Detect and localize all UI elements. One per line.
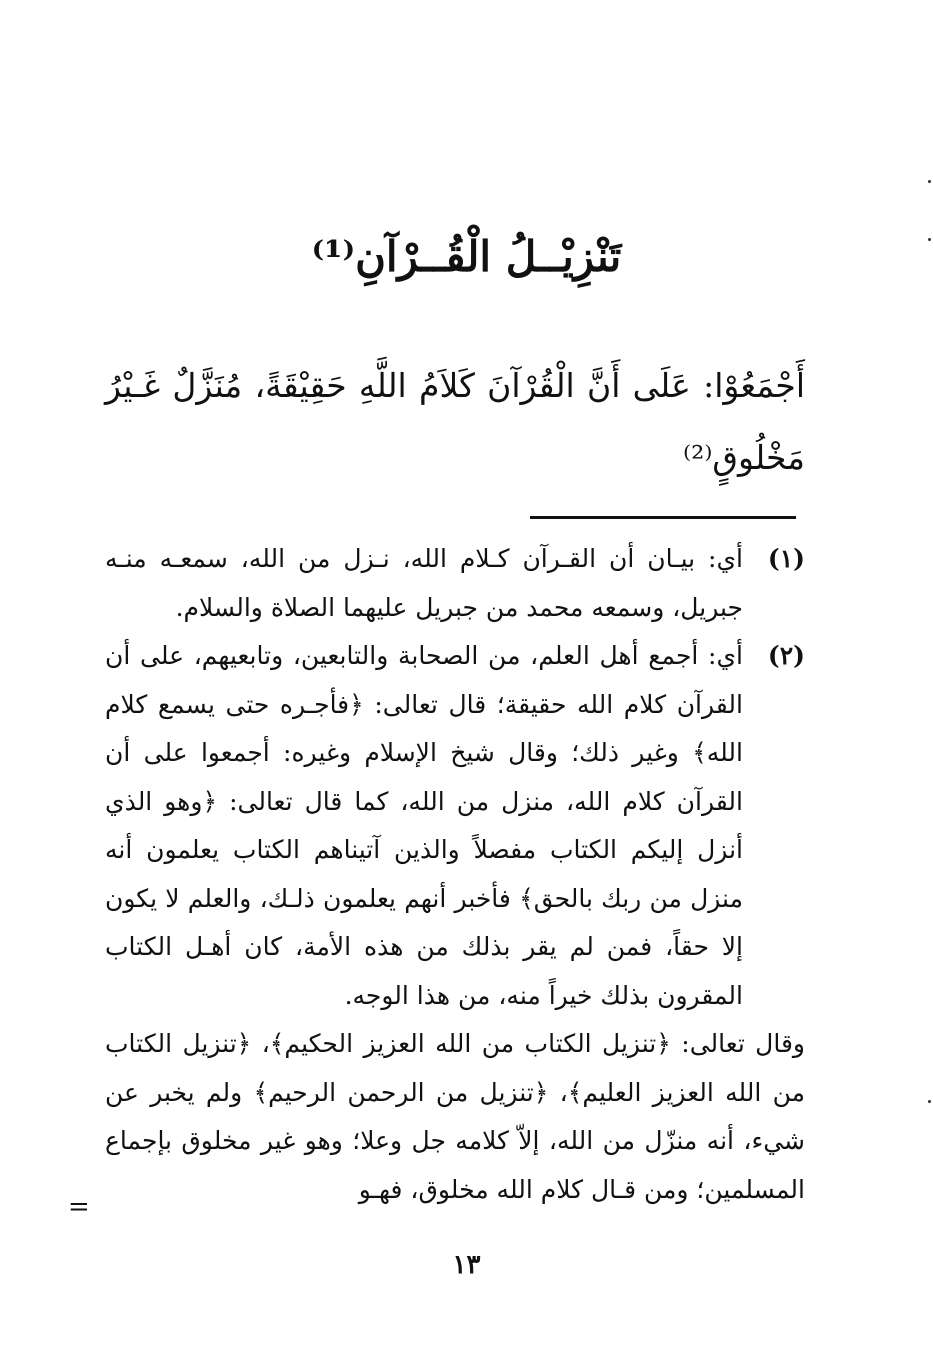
footnote-2-continuation: وقال تعالى: ﴿تنزيل الكتاب من الله العزيز الحكيم﴾، ﴿تنزيل الكتاب من الله العزيز العليم﴾، ﴿تنزيل من الرحمن الرحيم﴾ ولم يخبر عن شيء، أنه منزّل من الله، إلاّ كلامه جل وعلا؛ وهو غير مخلوق بإجماع المسلمين؛ ومن قـال كلام الله مخلوق، فهـو (105, 1029, 805, 1204)
footnote-1 (105, 535, 805, 632)
footnote-2-text: أي: أجمع أهل العلم، من الصحابة والتابعين، وتابعيهم، على أن القرآن كلام الله حقيقة؛ قال تعالى: ﴿فأجـره حتى يسمع كلام الله﴾ وغير ذلك؛ وقال شيخ الإسلام وغيره: أجمعوا على أن القرآن كلام الله، منزل من الله، كما قال تعالى: ﴿وهو الذي أنزل إليكم الكتاب مفصلاً والذين آتيناهم الكتاب يعلمون أنه منزل من ربك بالحق﴾ فأخبر أنهم يعلمون ذلـك، والعلم لا يكون إلا حقاً، فمن لم يقر بذلك من هذه الأمة، كان أهـل الكتاب المقرون بذلك خيراً منه، من هذا الوجه. (105, 641, 743, 1010)
chapter-title: تَنْزِيْــلُ الْقُــرْآنِ⁽¹⁾ (311, 232, 622, 281)
margin-speck (928, 180, 931, 183)
footnote-1-number: (١) (767, 544, 805, 573)
footnote-1-text: أي: بيـان أن القـرآن كـلام الله، نـزل من الله، سمعـه منـه جبريل، وسمعه محمد من جبريل عليهما الصلاة والسلام. (105, 544, 743, 622)
page-number: ١٣ (452, 1250, 481, 1280)
footnotes-section (105, 535, 805, 1214)
footnote-2 (105, 632, 805, 1020)
main-text: أَجْمَعُوْا: عَلَى أَنَّ الْقُرْآنَ كَلاَمُ اللَّهِ حَقِيْقَةً، مُنَزَّلٌ غَـيْرُ مَخْلُوقٍ⁽²⁾ (105, 366, 805, 477)
footnote-separator (530, 516, 796, 519)
continuation-mark: = (68, 1192, 90, 1222)
margin-speck (928, 238, 931, 241)
footnote-2-number: (٢) (767, 641, 805, 670)
margin-speck (928, 1100, 931, 1103)
